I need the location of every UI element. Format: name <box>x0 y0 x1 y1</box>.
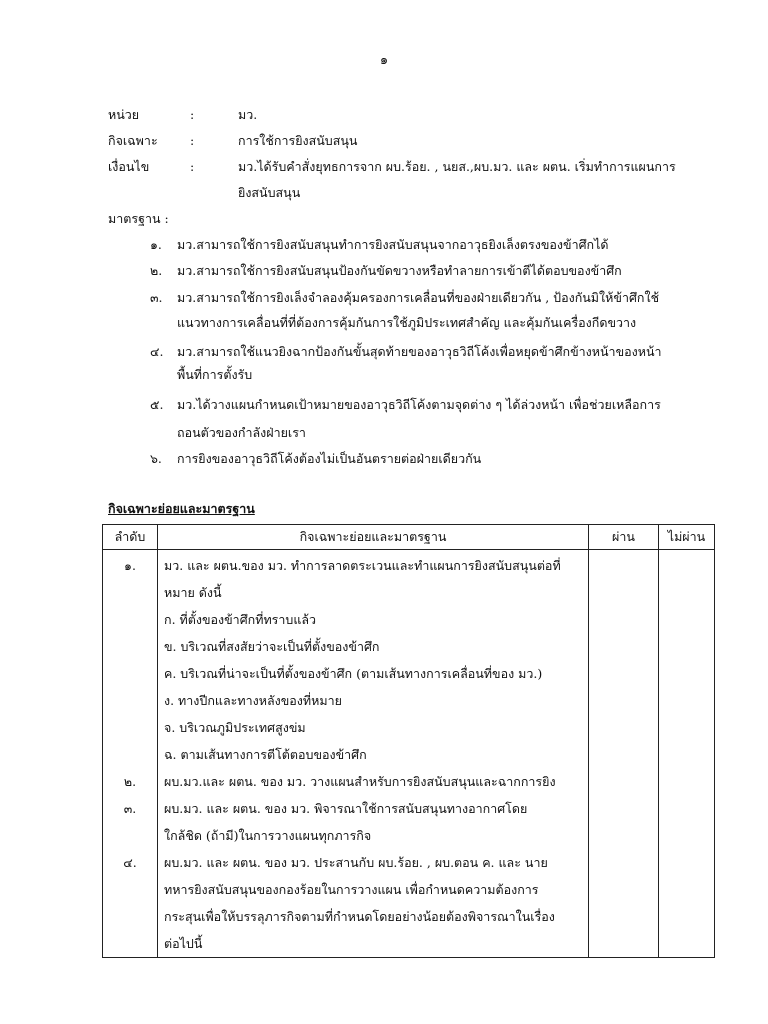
pass-column-cell <box>589 550 659 958</box>
standard-text: มว.สามารถใช้การยิงสนับสนุนทำการยิงสนับสนุนจากอาวุธยิงเล็งตรงของข้าศึกได้ <box>177 237 609 252</box>
subtask-line: ผบ.มว. และ ผตน. ของ มว. ประสานกับ ผบ.ร้อย. , ผบ.ตอน ค. และ นาย <box>164 855 548 870</box>
standard-text: การยิงของอาวุธวิถีโค้งต้องไม่เป็นอันตรายต่อฝ่ายเดียวกัน <box>177 451 482 466</box>
condition-value-line-2: ยิงสนับสนุน <box>238 185 301 200</box>
subtask-line: ผบ.มว. และ ผตน. ของ มว. พิจารณาใช้การสนับสนุนทางอากาศโดย <box>164 801 528 816</box>
standard-number: ๓. <box>150 290 163 305</box>
standard-text-continued: ถอนตัวของกำลังฝ่ายเรา <box>177 425 306 440</box>
standard-text: มว.สามารถใช้แนวยิงฉากป้องกันขั้นสุดท้ายของอาวุธวิถีโค้งเพื่อหยุดข้าศึกข้างหน้าของหน้า <box>177 344 662 359</box>
row-number: ๑. <box>124 558 136 573</box>
unit-value: มว. <box>238 107 258 122</box>
task-label: กิจเฉพาะ <box>108 133 158 148</box>
column-header-subtask: กิจเฉพาะย่อยและมาตรฐาน <box>158 525 589 550</box>
table-body-row <box>103 550 715 958</box>
column-header-order: ลำดับ <box>103 525 158 550</box>
unit-colon: : <box>190 107 195 122</box>
subtask-line: กระสุนเพื่อให้บรรลุภารกิจตามที่กำหนดโดยอย่างน้อยต้องพิจารณาในเรื่อง <box>164 909 555 924</box>
standard-text-continued: พื้นที่การตั้งรับ <box>177 367 253 382</box>
standard-text: มว.สามารถใช้การยิงเล็งจำลองคุ้มครองการเคลื่อนที่ของฝ่ายเดียวกัน , ป้องกันมิให้ข้าศึกใช้ <box>177 290 660 305</box>
subtask-line: ต่อไปนี้ <box>164 936 203 951</box>
table-header-row <box>103 525 715 550</box>
subtask-line: มว. และ ผตน.ของ มว. ทำการลาดตระเวนและทำแผนการยิงสนับสนุนต่อที่ <box>164 558 561 573</box>
subtask-line: ผบ.มว.และ ผตน. ของ มว. วางแผนสำหรับการยิงสนับสนุนและฉากการยิง <box>164 774 556 789</box>
subtask-line: ใกล้ชิด (ถ้ามี)ในการวางแผนทุกภารกิจ <box>164 828 372 843</box>
condition-value-line-1: มว.ได้รับคำสั่งยุทธการจาก ผบ.ร้อย. , นยส.,ผบ.มว. และ ผตน. เริ่มทำการแผนการ <box>238 159 676 174</box>
row-number: ๓. <box>123 801 137 816</box>
page-number: ๑ <box>379 53 389 68</box>
standard-number: ๔. <box>150 344 164 359</box>
standard-number: ๖. <box>150 451 162 466</box>
fail-column-cell <box>659 550 715 958</box>
subtask-line: จ. บริเวณภูมิประเทศสูงข่ม <box>164 720 306 735</box>
subtasks-heading: กิจเฉพาะย่อยและมาตรฐาน <box>108 501 255 516</box>
order-column-cell <box>103 550 158 958</box>
standard-text-continued: แนวทางการเคลื่อนที่ที่ต้องการคุ้มกันการใช้ภูมิประเทศสำคัญ และคุ้มกันเครื่องกีดขวาง <box>177 315 637 330</box>
standard-number: ๒. <box>150 263 163 278</box>
unit-label: หน่วย <box>108 107 140 122</box>
standard-text: มว.สามารถใช้การยิงสนับสนุนป้องกันขัดขวางหรือทำลายการเข้าตีได้ตอบของข้าศึก <box>177 263 622 278</box>
standard-number: ๕. <box>150 397 164 412</box>
subtask-line: ค. บริเวณที่น่าจะเป็นที่ตั้งของข้าศึก (ตามเส้นทางการเคลื่อนที่ของ มว.) <box>164 666 543 681</box>
subtask-line: ทหารยิงสนับสนุนของกองร้อยในการวางแผน เพื่อกำหนดความต้องการ <box>164 882 539 897</box>
subtask-line: ข. บริเวณที่สงสัยว่าจะเป็นที่ตั้งของข้าศึก <box>164 639 380 654</box>
subtask-column-cell <box>158 550 589 958</box>
subtask-line: ก. ที่ตั้งของข้าศึกที่ทราบแล้ว <box>164 612 317 627</box>
subtasks-table <box>102 524 715 958</box>
condition-colon: : <box>190 159 195 174</box>
column-header-fail: ไม่ผ่าน <box>659 525 715 550</box>
task-value: การใช้การยิงสนับสนุน <box>238 133 358 148</box>
subtask-line: หมาย ดังนี้ <box>164 585 222 600</box>
task-colon: : <box>190 133 195 148</box>
standards-label: มาตรฐาน : <box>108 211 169 226</box>
standard-text: มว.ได้วางแผนกำหนดเป้าหมายของอาวุธวิถีโค้งตามจุดต่าง ๆ ได้ล่วงหน้า เพื่อช่วยเหลือการ <box>177 397 661 412</box>
row-number: ๒. <box>123 774 137 789</box>
subtask-line: ง. ทางปีกและทางหลังของที่หมาย <box>164 693 342 708</box>
row-number: ๔. <box>123 855 137 870</box>
standard-number: ๑. <box>150 237 162 252</box>
column-header-pass: ผ่าน <box>589 525 659 550</box>
condition-label: เงื่อนไข <box>108 159 150 174</box>
subtask-line: ฉ. ตามเส้นทางการตีโต้ตอบของข้าศึก <box>164 747 367 762</box>
